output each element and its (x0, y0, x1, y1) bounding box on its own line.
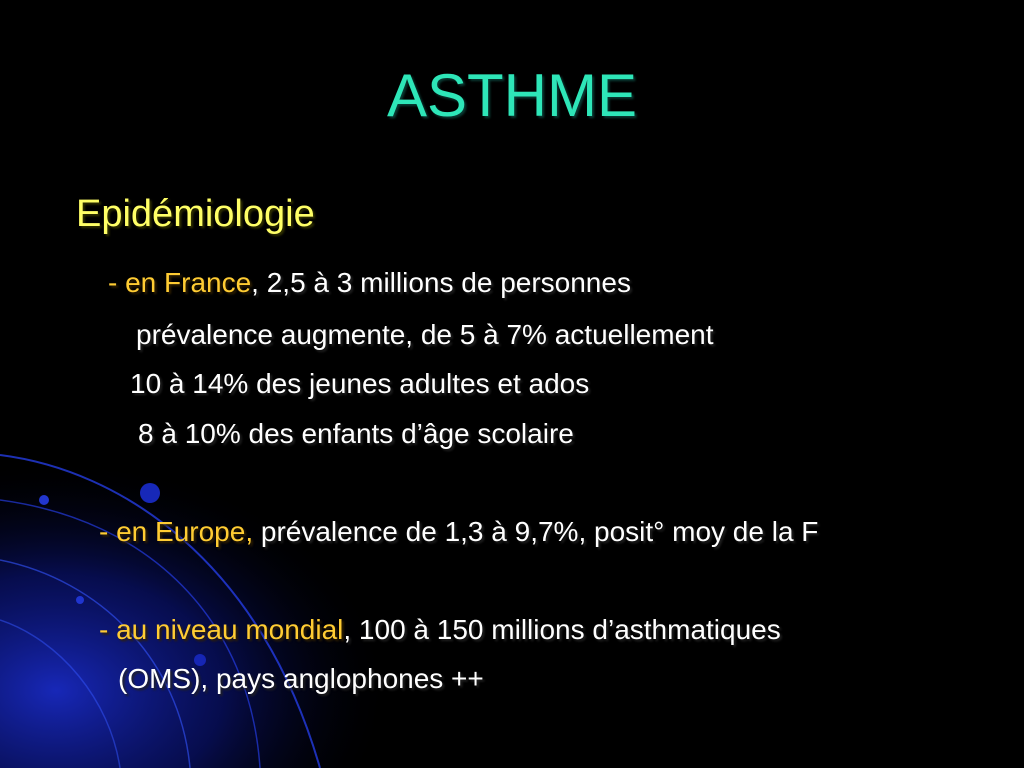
world-line (99, 613, 781, 647)
world-line-2: (OMS), pays anglophones ++ (118, 663, 484, 694)
france-line (108, 266, 631, 300)
france-label: - en France (108, 267, 252, 298)
world-text: , 100 à 150 millions d’asthmatiques (343, 614, 781, 645)
slide-subtitle: Epidémiologie (76, 193, 315, 235)
europe-text: prévalence de 1,3 à 9,7%, posit° moy de la F (253, 516, 819, 547)
europe-line (99, 515, 818, 549)
slide-title: ASTHME (386, 62, 638, 129)
europe-label: - en Europe, (99, 516, 254, 547)
france-prevalence-line: prévalence augmente, de 5 à 7% actuellement (136, 319, 714, 350)
france-text: , 2,5 à 3 millions de personnes (251, 267, 631, 298)
france-children-line: 8 à 10% des enfants d’âge scolaire (138, 418, 574, 449)
world-label: - au niveau mondial (99, 614, 344, 645)
france-young-adults-line: 10 à 14% des jeunes adultes et ados (130, 368, 590, 399)
